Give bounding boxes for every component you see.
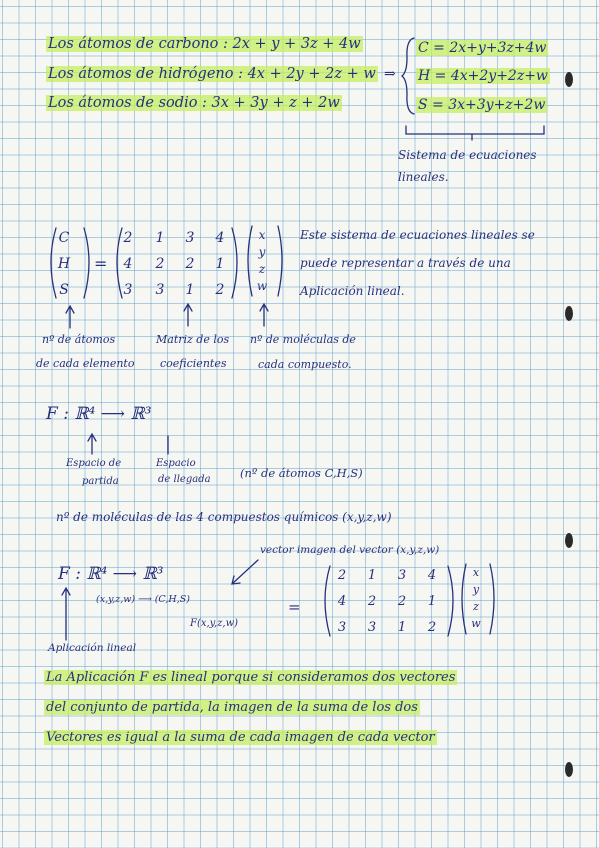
app-matrix-cell: 3 xyxy=(397,568,407,583)
system-underbrace xyxy=(406,126,544,134)
atoms-hydrogen-line: Los átomos de hidrógeno : 4x + 2y + 2z + w xyxy=(48,66,376,82)
system-eq-carbon: C = 2x+y+3z+4w xyxy=(418,40,547,56)
codomain-label-2: de llegada xyxy=(158,474,211,485)
matrix-cell: 4 xyxy=(123,256,133,272)
matrix-cell: 4 xyxy=(215,230,225,246)
arrow-up-1 xyxy=(66,306,74,328)
system-eq-hydrogen: H = 4x+2y+2z+w xyxy=(418,68,548,84)
application-formula: F : ℝ⁴ ⟶ ℝ³ xyxy=(58,564,164,584)
app-matrix-cell: 3 xyxy=(337,620,347,635)
matrix-cell: 3 xyxy=(155,282,165,298)
atoms-carbon-line: Los átomos de carbono : 2x + y + 3z + 4w xyxy=(48,36,361,52)
arrow-up-application xyxy=(62,588,70,640)
app-matrix-cell: 4 xyxy=(337,594,347,609)
app-matrix-cell: 4 xyxy=(427,568,437,583)
system-caption-2: lineales. xyxy=(398,170,449,184)
paragraph-line-2: del conjunto de partida, la imagen de la suma de los dos xyxy=(46,700,418,715)
matrix-cell: 2 xyxy=(185,256,195,272)
codomain-note: (nº de átomos C,H,S) xyxy=(240,466,363,480)
right-paren xyxy=(84,228,89,298)
label-molecules-2: cada compuesto. xyxy=(258,358,352,371)
label-atoms-2: de cada elemento xyxy=(36,357,135,370)
app-matrix-cell: 1 xyxy=(367,568,377,583)
matrix-note-2: puede representar a través de una xyxy=(300,256,511,270)
paragraph-line-3: Vectores es igual a la suma de cada imagen de cada vector xyxy=(46,730,435,745)
arrow-up-2 xyxy=(184,304,192,326)
app-matrix-cell: 2 xyxy=(427,620,437,635)
label-molecules-1: nº de moléculas de xyxy=(250,333,356,346)
matrix-cell: 1 xyxy=(185,282,195,298)
vector-right-paren xyxy=(278,226,282,296)
vector-z: z xyxy=(258,262,266,276)
label-matrix-1: Matriz de los xyxy=(156,333,230,346)
app-matrix-cell: 2 xyxy=(397,594,407,609)
app-vector-left-paren xyxy=(462,564,466,634)
equals-sign: = xyxy=(94,254,108,273)
matrix-cell: 2 xyxy=(215,282,225,298)
matrix-right-paren xyxy=(232,228,237,298)
app-matrix-cell: 2 xyxy=(337,568,347,583)
arrow-up-3 xyxy=(260,304,268,326)
matrix-cell: 3 xyxy=(185,230,195,246)
vector-h: H xyxy=(57,256,71,272)
paragraph-line-1: La Aplicación F es lineal porque si consideramos dos vectores xyxy=(46,670,456,685)
label-matrix-2: coeficientes xyxy=(160,357,227,370)
application-equals: = xyxy=(288,598,301,616)
app-matrix-right-paren xyxy=(448,566,453,636)
vector-x: x xyxy=(258,228,266,242)
molecules-note: nº de moléculas de las 4 compuestos químicos (x,y,z,w) xyxy=(56,510,392,524)
matrix-cell: 2 xyxy=(155,256,165,272)
atoms-sodium-line: Los átomos de sodio : 3x + 3y + z + 2w xyxy=(48,95,340,111)
app-matrix-cell: 1 xyxy=(397,620,407,635)
label-atoms-1: nº de átomos xyxy=(42,333,116,346)
matrix-left-paren xyxy=(117,228,122,298)
matrix-cell: 3 xyxy=(123,282,133,298)
app-matrix-left-paren xyxy=(325,566,330,636)
domain-label-1: Espacio de xyxy=(66,458,122,469)
implies-arrow: ⇒ xyxy=(384,66,396,82)
app-vector-z: z xyxy=(473,600,479,613)
vector-y: y xyxy=(258,245,266,259)
app-matrix-cell: 3 xyxy=(367,620,377,635)
system-caption-1: Sistema de ecuaciones xyxy=(398,148,537,162)
app-matrix-cell: 2 xyxy=(367,594,377,609)
matrix-note-1: Este sistema de ecuaciones lineales se xyxy=(300,228,535,242)
arrow-up-domain xyxy=(88,434,96,454)
matrix-cell: 2 xyxy=(123,230,133,246)
app-vector-y: y xyxy=(472,583,480,596)
vector-s: S xyxy=(59,282,69,298)
app-matrix-cell: 1 xyxy=(427,594,437,609)
application-caption: Aplicación lineal xyxy=(48,642,137,654)
vector-left-paren xyxy=(248,226,252,296)
left-paren xyxy=(51,228,56,298)
domain-label-2: partida xyxy=(82,476,119,487)
vector-w: w xyxy=(256,279,268,293)
system-brace xyxy=(402,38,414,114)
matrix-note-3: Aplicación lineal. xyxy=(300,284,405,298)
application-map-line: (x,y,z,w) ⟶ (C,H,S) xyxy=(96,594,190,605)
arrow-image-vector xyxy=(232,560,258,584)
app-vector-right-paren xyxy=(490,564,494,634)
application-image-expr: F(x,y,z,w) xyxy=(190,618,239,629)
matrix-cell: 1 xyxy=(155,230,165,246)
image-vector-label: vector imagen del vector (x,y,z,w) xyxy=(260,544,440,556)
matrix-cell: 1 xyxy=(215,256,225,272)
app-vector-w: w xyxy=(471,617,481,630)
app-vector-x: x xyxy=(472,566,480,579)
system-eq-sodium: S = 3x+3y+z+2w xyxy=(418,97,546,113)
vector-c: C xyxy=(58,230,70,246)
codomain-label-1: Espacio xyxy=(156,458,196,469)
mapping-formula: F : ℝ⁴ ⟶ ℝ³ xyxy=(46,404,152,424)
